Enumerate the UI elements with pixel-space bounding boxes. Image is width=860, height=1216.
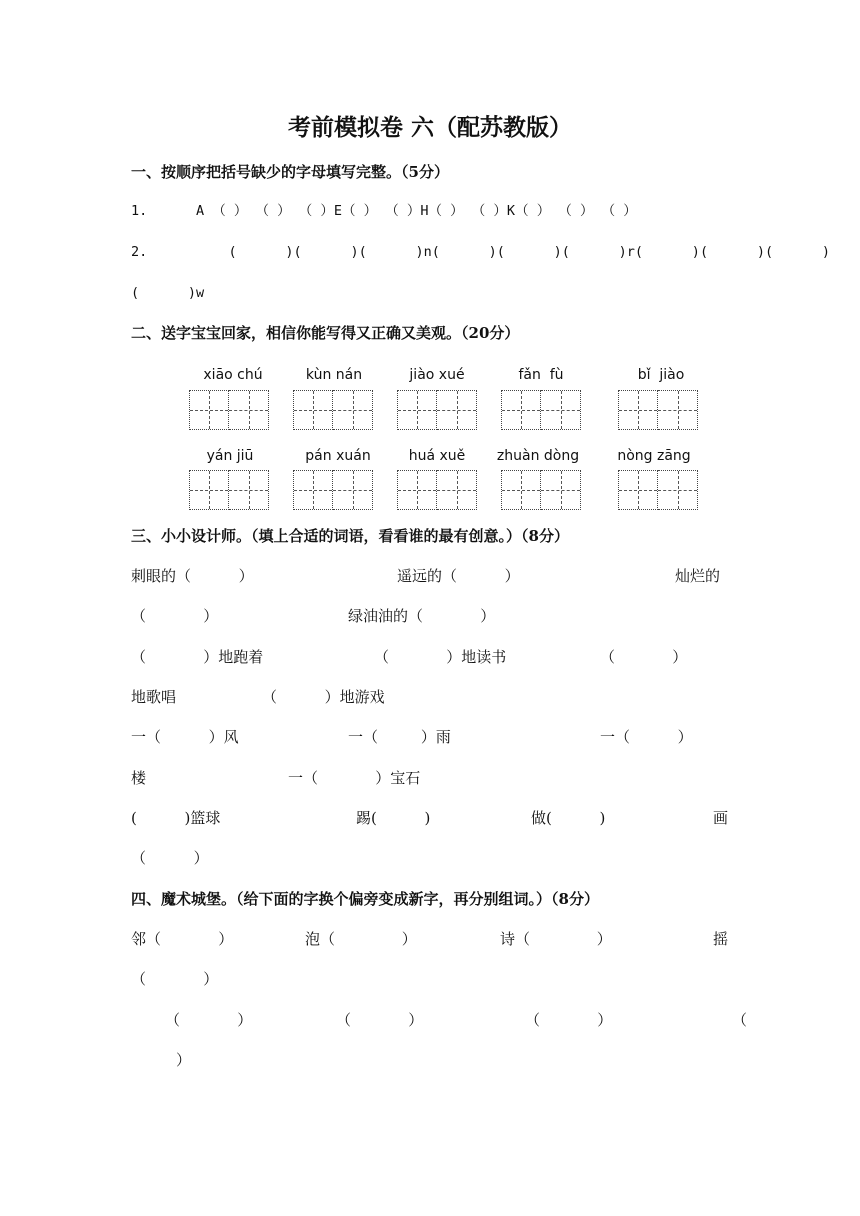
pinyin-jiaoxue: jiào xué — [409, 367, 465, 383]
writing-grid-3[interactable] — [397, 390, 477, 430]
fill-item-blank-2: （ ） — [600, 648, 688, 666]
fill-item-blank-3: （ ） — [131, 849, 209, 867]
letter-sequence-line2: 2. ( )( )( )n( )( )( )r( )( )( ) — [131, 244, 830, 260]
writing-grid-6[interactable] — [189, 470, 269, 510]
fill-item-yaoyuande: 遥远的（ ） — [397, 567, 520, 585]
fill-item-lvyouyoude: 绿油油的（ ） — [348, 607, 496, 625]
fill-item-dushu: （ ）地读书 — [374, 648, 507, 666]
radical-blank-5-open: （ — [732, 1011, 748, 1029]
writing-grid-5[interactable] — [618, 390, 698, 430]
radical-blank-1: （ ） — [131, 970, 219, 988]
fill-item-youxi: （ ）地游戏 — [262, 688, 385, 706]
section4-heading: 四、魔术城堡。（给下面的字换个偏旁变成新字，再分别组词。）（8分） — [131, 890, 599, 908]
radical-item-yao: 摇 — [713, 930, 729, 948]
pinyin-fanfu: fǎn fù — [518, 367, 564, 383]
fill-item-feng: 一（ ）风 — [131, 728, 239, 746]
fill-item-lou: 楼 — [131, 769, 147, 787]
fill-item-ti: 踢( ) — [356, 809, 431, 827]
letter-sequence-line1: 1. A （ ） （ ） （ ）E（ ） （ ）H（ ） （ ）K（ ） （ ） （ ） — [131, 203, 637, 219]
page-title: 考前模拟卷 六（配苏教版） — [287, 114, 572, 141]
writing-grid-10[interactable] — [618, 470, 698, 510]
radical-item-lin: 邻（ ） — [131, 930, 234, 948]
radical-blank-3: （ ） — [336, 1011, 424, 1029]
writing-grid-2[interactable] — [293, 390, 373, 430]
fill-item-hua: 画 — [713, 809, 729, 827]
fill-item-blank-1: （ ） — [131, 607, 219, 625]
radical-blank-2: （ ） — [165, 1011, 253, 1029]
radical-blank-4: （ ） — [525, 1011, 613, 1029]
radical-item-shi: 诗（ ） — [500, 930, 612, 948]
fill-item-ciyande: 刺眼的（ ） — [131, 567, 254, 585]
pinyin-bijiao: bǐ jiào — [637, 367, 685, 383]
section3-heading: 三、小小设计师。（填上合适的词语，看看谁的最有创意。）（8分） — [131, 527, 569, 545]
pinyin-yanjiu: yán jiū — [206, 448, 254, 464]
writing-grid-8[interactable] — [397, 470, 477, 510]
fill-item-canlande: 灿烂的 — [675, 567, 721, 585]
writing-grid-7[interactable] — [293, 470, 373, 510]
writing-grid-4[interactable] — [501, 390, 581, 430]
section2-heading: 二、送字宝宝回家，相信你能写得又正确又美观。（20分） — [131, 324, 520, 342]
pinyin-huaxue: huá xuě — [408, 448, 466, 464]
radical-item-pao: 泡（ ） — [305, 930, 417, 948]
pinyin-xiaochu: xiāo chú — [203, 367, 263, 383]
pinyin-kunnan: kùn nán — [305, 367, 363, 383]
pinyin-zhuandong: zhuàn dòng — [496, 448, 580, 464]
fill-item-zuo: 做( ) — [531, 809, 606, 827]
fill-item-paozhe: （ ）地跑着 — [131, 648, 264, 666]
radical-blank-5-close: ） — [176, 1051, 192, 1069]
pinyin-panxuan: pán xuán — [305, 448, 371, 464]
writing-grid-9[interactable] — [501, 470, 581, 510]
fill-item-gechang: 地歌唱 — [131, 688, 177, 706]
fill-item-lanqiu: ( )篮球 — [131, 809, 221, 827]
fill-item-baoshi: 一（ ）宝石 — [288, 769, 421, 787]
fill-item-yu: 一（ ）雨 — [348, 728, 451, 746]
pinyin-nongzang: nòng zāng — [617, 448, 691, 464]
fill-item-yi: 一（ ） — [600, 728, 693, 746]
section1-heading: 一、按顺序把括号缺少的字母填写完整。（5分） — [131, 163, 449, 181]
letter-sequence-line2b: ( )w — [131, 285, 205, 301]
writing-grid-1[interactable] — [189, 390, 269, 430]
